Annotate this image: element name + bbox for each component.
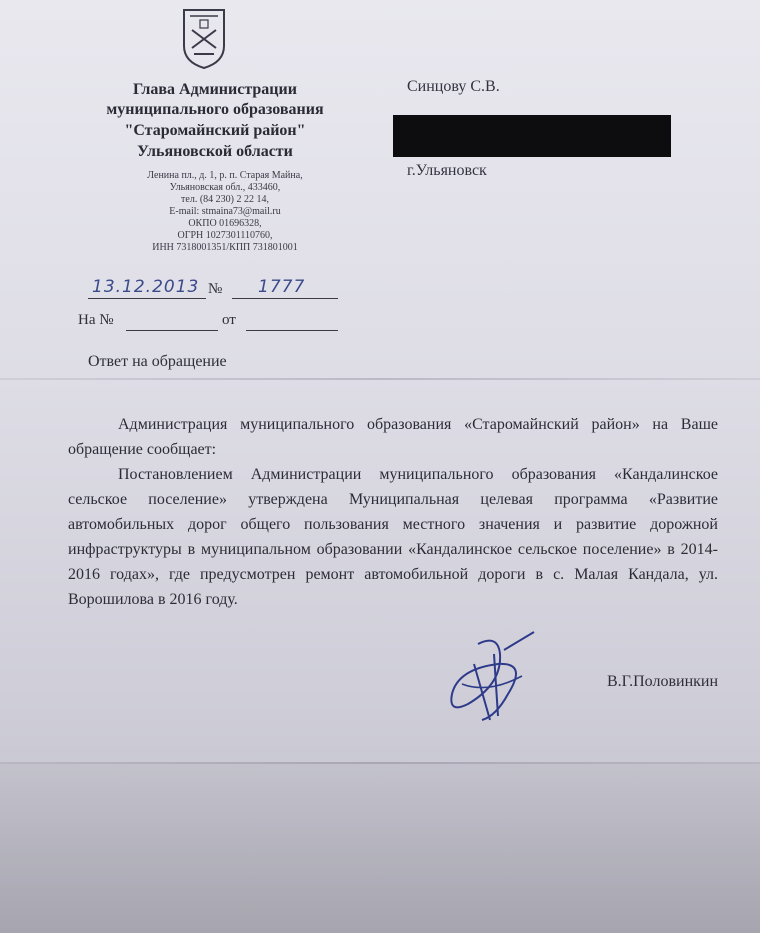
address-line: Ленина пл., д. 1, р. п. Старая Майна, <box>147 170 303 181</box>
number-underline <box>232 298 338 299</box>
paper-fold-line <box>0 378 760 380</box>
org-header-line-2: муниципального образования <box>106 101 324 118</box>
letter-body <box>68 412 718 612</box>
email-line: E-mail: stmaina73@mail.ru <box>169 206 281 217</box>
org-header-line-3: "Старомайнский район" <box>124 122 306 139</box>
phone-line: тел. (84 230) 2 22 14, <box>181 194 269 205</box>
recipient-city: г.Ульяновск <box>407 162 487 179</box>
subject-line: Ответ на обращение <box>88 353 227 370</box>
number-symbol: № <box>208 281 223 297</box>
address-line: Ульяновская обл., 433460, <box>169 182 281 193</box>
inn-line: ИНН 7318001351/КПП 731801001 <box>152 242 298 253</box>
body-paragraph-2: Постановлением Администрации муниципального образования «Кандалинское сельское поселение» утверждена Муниципальная целевая программа «Развитие автомобильных дорог общего пользования местного значения и развитие дорожной инфраструктуры в муниципальном образовании «Кандалинское сельское поселение» в 2014-2016 годах», где предусмотрен ремонт автомобильной дороги в с. Малая Кандала, ул. Ворошилова в 2016 году. <box>68 466 718 608</box>
date-underline <box>88 298 206 299</box>
signatory-name: В.Г.Половинкин <box>607 673 719 690</box>
okpo-line: ОКПО 01696328, <box>188 218 262 229</box>
org-header-line-1: Глава Администрации <box>133 81 297 98</box>
handwritten-number: 1777 <box>258 277 306 297</box>
ref-number-label: На № <box>78 312 114 328</box>
redacted-address-block <box>393 115 671 157</box>
signature-icon <box>438 624 548 734</box>
ref-date-blank <box>246 330 338 331</box>
ref-number-blank <box>126 330 218 331</box>
handwritten-date: 13.12.2013 <box>92 277 200 297</box>
paper-shadow <box>0 762 760 933</box>
org-header-line-4: Ульяновской области <box>137 143 293 160</box>
ref-from-label: от <box>222 312 236 328</box>
ogrn-line: ОГРН 1027301110760, <box>177 230 273 241</box>
recipient-name: Синцову С.В. <box>407 78 500 95</box>
body-paragraph-1: Администрация муниципального образования «Старомайнский район» на Ваше обращение сообщает: <box>68 416 718 458</box>
coat-of-arms-icon <box>180 8 228 70</box>
